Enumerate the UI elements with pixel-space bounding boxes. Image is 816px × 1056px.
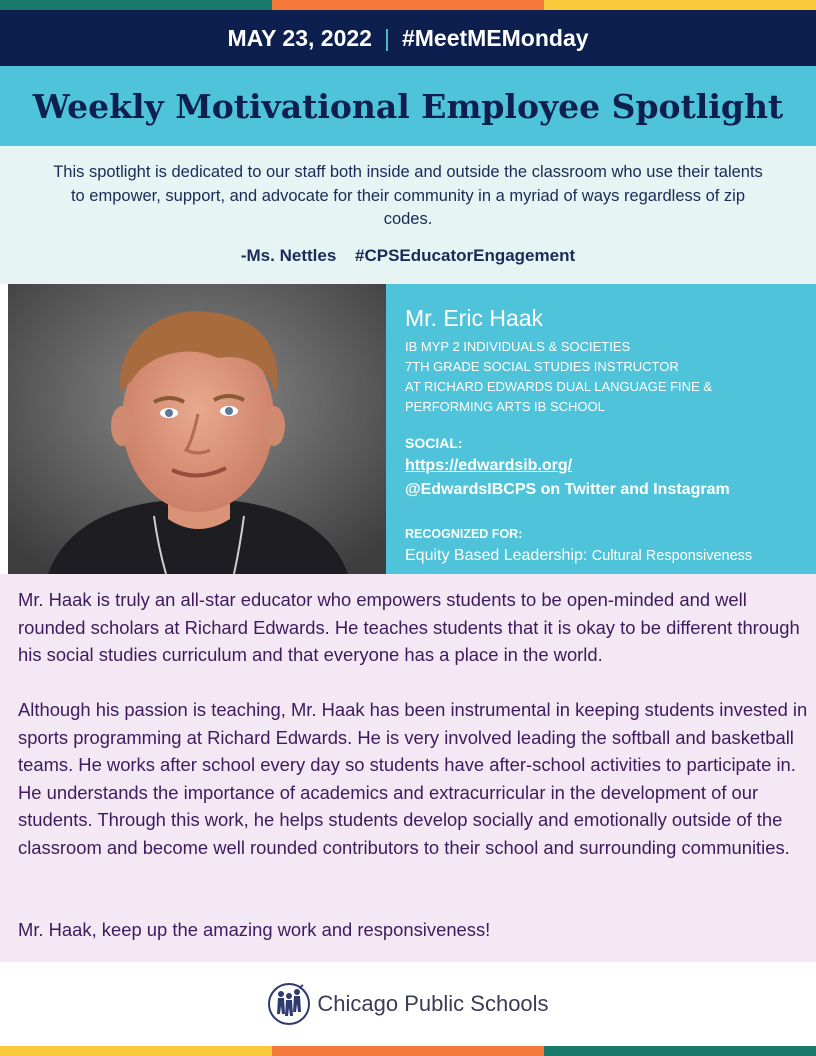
signature: -Ms. Nettles xyxy=(240,246,337,265)
footer-logo xyxy=(0,962,816,1046)
title-banner xyxy=(0,66,816,146)
stripe-orange-segment xyxy=(272,1046,544,1056)
date-separator: | xyxy=(383,24,390,51)
intro-section xyxy=(0,146,816,284)
job-title-line: PERFORMING ARTS IB SCHOOL xyxy=(405,399,605,414)
body-paragraph: Mr. Haak is truly an all-star educator who empowers students to be open-minded and well rounded scholars at Richard Edwards. He teaches students that it is okay to be different through his social studies curriculum and that everyone has a place in the world. xyxy=(18,589,800,666)
meet-me-monday-hashtag: #MeetMEMonday xyxy=(401,24,589,51)
cps-logo-icon xyxy=(267,982,311,1026)
school-website-link[interactable]: https://edwardsib.org/ xyxy=(405,457,573,474)
intro-signature-line xyxy=(0,246,816,266)
educator-engagement-hashtag: #CPSEducatorEngagement xyxy=(355,246,576,265)
social-handle: @EdwardsIBCPS on Twitter and Instagram xyxy=(405,481,730,498)
job-title-line: IB MYP 2 INDIVIDUALS & SOCIETIES xyxy=(405,339,631,354)
stripe-teal-segment xyxy=(544,1046,816,1056)
stripe-teal-segment xyxy=(0,0,272,10)
bottom-color-stripe xyxy=(0,1046,816,1056)
recognized-for-value xyxy=(405,547,752,565)
job-title-line: 7TH GRADE SOCIAL STUDIES INSTRUCTOR xyxy=(405,359,679,374)
recognized-for-label: RECOGNIZED FOR: xyxy=(405,527,523,541)
date-text: MAY 23, 2022 xyxy=(227,24,372,51)
top-color-stripe xyxy=(0,0,816,10)
social-label: SOCIAL: xyxy=(405,435,463,451)
portrait-illustration xyxy=(8,284,386,574)
portrait-photo xyxy=(8,284,386,574)
page-title: Weekly Motivational Employee Spotlight xyxy=(32,86,784,126)
stripe-yellow-segment xyxy=(0,1046,272,1056)
profile-info-panel xyxy=(386,284,816,574)
employee-name: Mr. Eric Haak xyxy=(405,305,544,331)
stripe-orange-segment xyxy=(272,0,544,10)
intro-text: This spotlight is dedicated to our staff both inside and outside the classroom who use their talents to empower, support, and advocate for their community in a myriad of ways regardless of zip codes. xyxy=(53,163,763,228)
recognition-subcategory: Cultural Responsiveness xyxy=(591,548,753,564)
recognition-category: Equity Based Leadership: xyxy=(405,547,588,564)
spotlight-body xyxy=(0,574,816,962)
date-banner xyxy=(0,10,816,66)
stripe-yellow-segment xyxy=(544,0,816,10)
body-paragraph: Although his passion is teaching, Mr. Haak has been instrumental in keeping students invested in sports programming at Richard Edwards. He is very involved leading the softball and basketball teams. He works after school every day so students have after-school activities to participate in. He understands the importance of academics and extracurricular in the development of our students. Through this work, he helps students develop socially and emotionally outside of the classroom and become well rounded contributors to their school and surrounding communities. xyxy=(18,699,808,858)
logo-text: Chicago Public Schools xyxy=(317,991,549,1016)
job-title-line: AT RICHARD EDWARDS DUAL LANGUAGE FINE & xyxy=(405,379,712,394)
body-paragraph: Mr. Haak, keep up the amazing work and responsiveness! xyxy=(18,919,491,940)
